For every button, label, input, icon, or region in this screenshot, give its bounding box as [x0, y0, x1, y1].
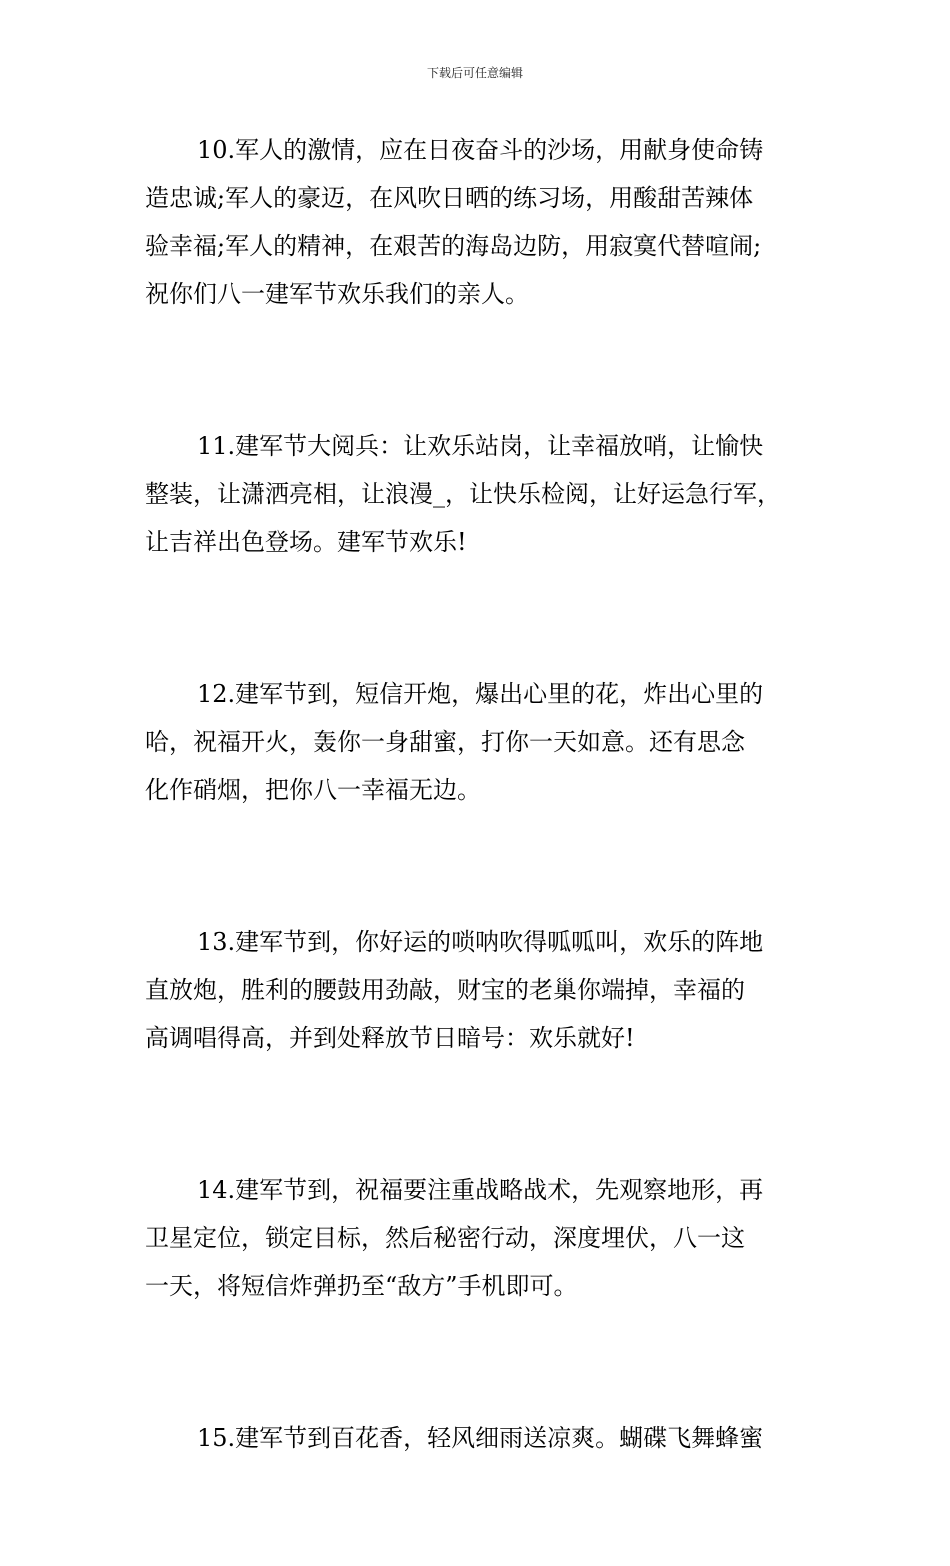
- paragraph-line: 整装，让潇洒亮相，让浪漫_，让快乐检阅，让好运急行军，: [145, 480, 781, 508]
- paragraph-line: 验幸福;军人的精神，在艰苦的海岛边防，用寂寞代替喧闹;: [145, 232, 762, 260]
- paragraph-line: 10.军人的激情，应在日夜奋斗的沙场，用献身使命铸: [197, 136, 764, 164]
- paragraph-line: 12.建军节到，短信开炮，爆出心里的花，炸出心里的: [197, 680, 764, 708]
- paragraph-line: 哈，祝福开火，轰你一身甜蜜，打你一天如意。还有思念: [145, 728, 745, 756]
- paragraph-line: 卫星定位，锁定目标，然后秘密行动，深度埋伏，八一这: [145, 1224, 745, 1252]
- paragraph-line: 11.建军节大阅兵：让欢乐站岗，让幸福放哨，让愉快: [197, 432, 764, 460]
- paragraph-line: 祝你们八一建军节欢乐我们的亲人。: [145, 280, 529, 308]
- paragraph-11: [145, 422, 810, 566]
- paragraph-line: 直放炮，胜利的腰鼓用劲敲，财宝的老巢你端掉，幸福的: [145, 976, 745, 1004]
- paragraph-14: [145, 1166, 810, 1310]
- paragraph-line: 造忠诚;军人的豪迈，在风吹日晒的练习场，用酸甜苦辣体: [145, 184, 754, 212]
- paragraph-15: [145, 1414, 810, 1462]
- paragraph-line: 13.建军节到，你好运的唢呐吹得呱呱叫，欢乐的阵地: [197, 928, 764, 956]
- paragraph-13: [145, 918, 810, 1062]
- paragraph-12: [145, 670, 810, 814]
- paragraph-line: 高调唱得高，并到处释放节日暗号：欢乐就好!: [145, 1024, 635, 1052]
- paragraph-line: 化作硝烟，把你八一幸福无边。: [145, 776, 481, 804]
- paragraph-line: 14.建军节到，祝福要注重战略战术，先观察地形，再: [197, 1176, 764, 1204]
- paragraph-line: 一天，将短信炸弹扔至“敌方”手机即可。: [145, 1272, 578, 1300]
- page-header: 下载后可任意编辑: [426, 66, 523, 80]
- paragraph-10: [145, 126, 810, 318]
- document-body: [145, 126, 810, 1566]
- paragraph-line: 15.建军节到百花香，轻风细雨送凉爽。蝴碟飞舞蜂蜜: [197, 1424, 764, 1452]
- paragraph-line: 让吉祥出色登场。建军节欢乐!: [145, 528, 467, 556]
